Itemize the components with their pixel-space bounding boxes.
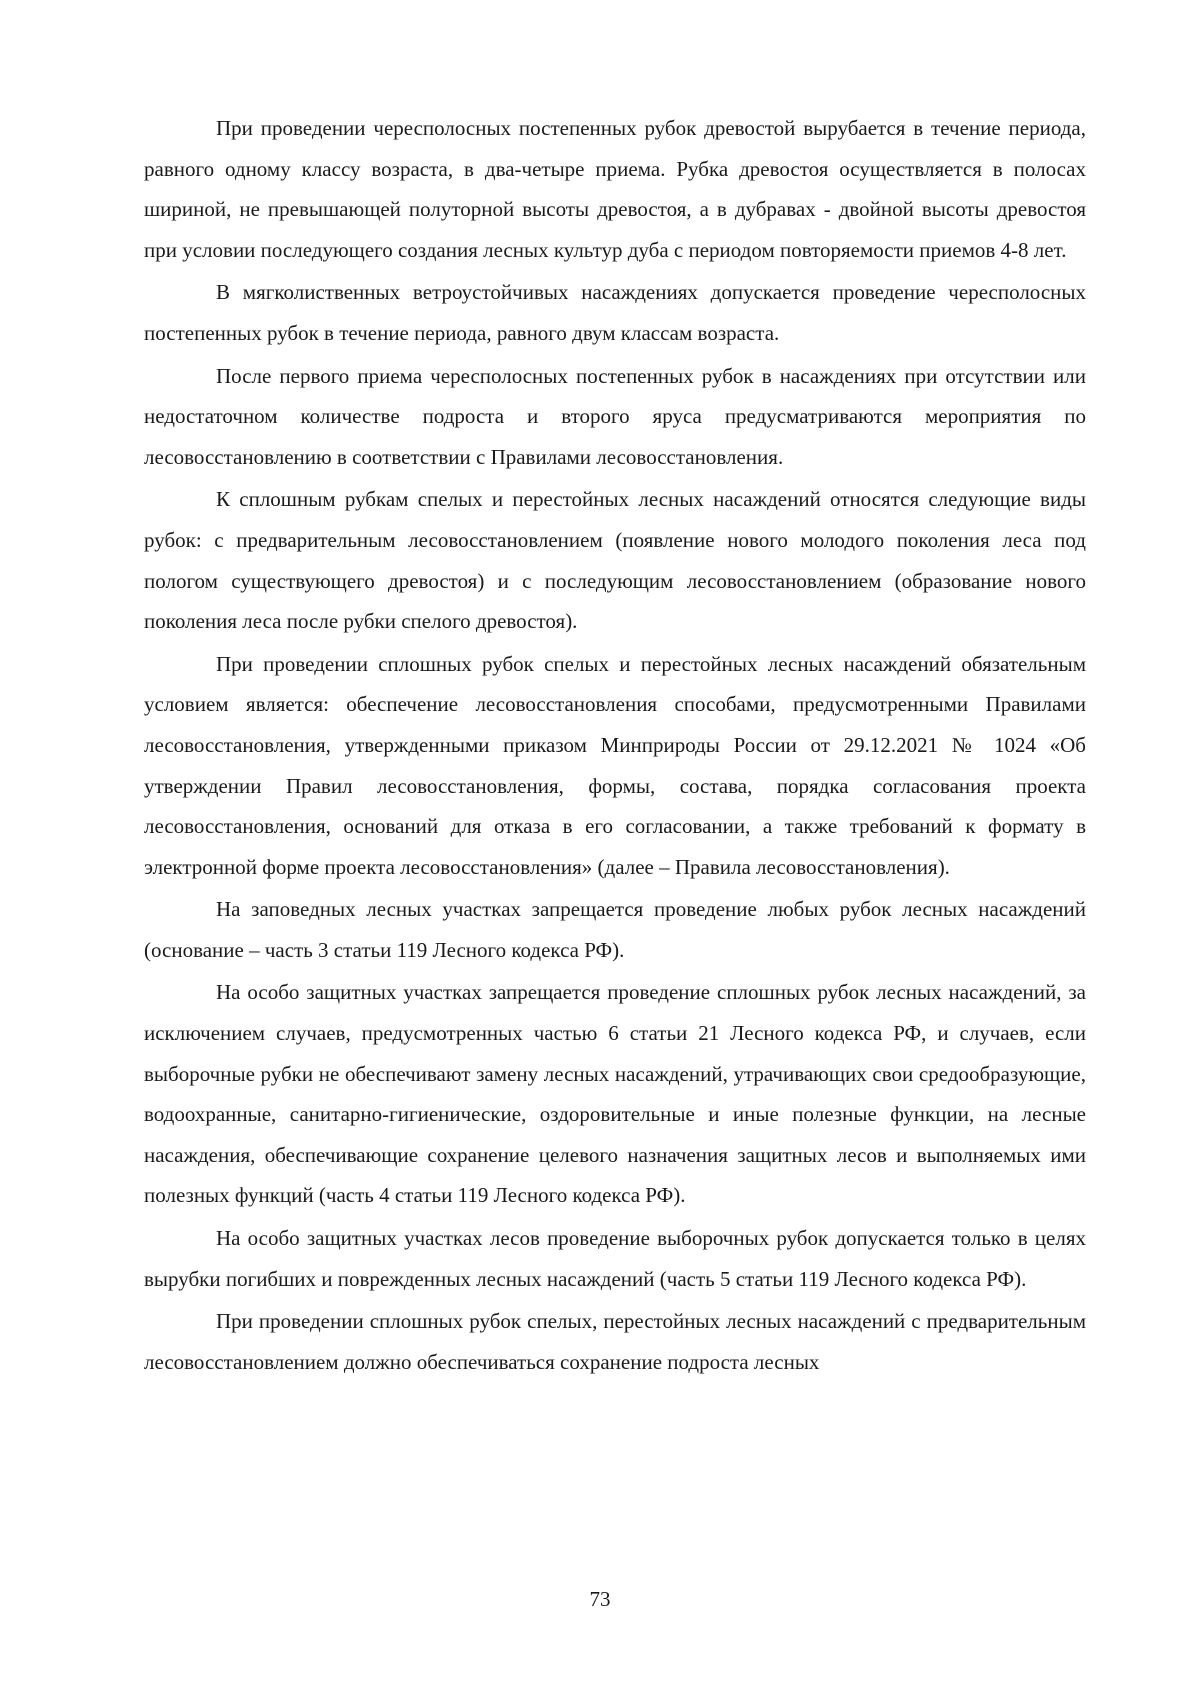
paragraph-8: На особо защитных участках лесов проведение выборочных рубок допускается только в целях вырубки погибших и поврежденных лесных насаждений (часть 5 статьи 119 Лесного кодекса РФ).	[144, 1226, 1086, 1291]
document-body	[144, 108, 1086, 1384]
paragraph-6: На заповедных лесных участках запрещается проведение любых рубок лесных насаждений (основание – часть 3 статьи 119 Лесного кодекса РФ).	[144, 897, 1086, 962]
paragraph-1: При проведении чересполосных постепенных рубок древостой вырубается в течение периода, равного одному классу возраста, в два-четыре приема. Рубка древостоя осуществляется в полосах шириной, не превышающей полуторной высоты древостоя, а в дубравах - двойной высоты древостоя при условии последующего создания лесных культур дуба с периодом повторяемости приемов 4-8 лет.	[144, 116, 1086, 262]
paragraph-3: После первого приема чересполосных постепенных рубок в насаждениях при отсутствии или недостаточном количестве подроста и второго яруса предусматриваются мероприятия по лесовосстановлению в соответствии с Правилами лесовосстановления.	[144, 363, 1086, 469]
page-number: 73	[589, 1587, 611, 1611]
paragraph-7: На особо защитных участках запрещается проведение сплошных рубок лесных насаждений, за исключением случаев, предусмотренных частью 6 статьи 21 Лесного кодекса РФ, и случаев, если выборочные рубки не обеспечивают замену лесных насаждений, утрачивающих свои средообразующие, водоохранные, санитарно-гигиенические, оздоровительные и иные полезные функции, на лесные насаждения, обеспечивающие сохранение целевого назначения защитных лесов и выполняемых ими полезных функций (часть 4 статьи 119 Лесного кодекса РФ).	[144, 980, 1086, 1208]
paragraph-5: При проведении сплошных рубок спелых и перестойных лесных насаждений обязательным условием является: обеспечение лесовосстановления способами, предусмотренными Правилами лесовосстановления, утвержденными приказом Минприроды России от 29.12.2021 № 1024 «Об утверждении Правил лесовосстановления, формы, состава, порядка согласования проекта лесовосстановления, оснований для отказа в его согласовании, а также требований к формату в электронной форме проекта лесовосстановления» (далее – Правила лесовосстановления).	[144, 651, 1086, 879]
paragraph-2: В мягколиственных ветроустойчивых насаждениях допускается проведение чересполосных постепенных рубок в течение периода, равного двум классам возраста.	[144, 280, 1086, 345]
paragraph-9: При проведении сплошных рубок спелых, перестойных лесных насаждений с предварительным лесовосстановлением должно обеспечиваться сохранение подроста лесных	[144, 1309, 1086, 1374]
paragraph-4: К сплошным рубкам спелых и перестойных лесных насаждений относятся следующие виды рубок: с предварительным лесовосстановлением (появление нового молодого поколения леса под пологом существующего древостоя) и с последующим лесовосстановлением (образование нового поколения леса после рубки спелого древостоя).	[144, 487, 1086, 634]
